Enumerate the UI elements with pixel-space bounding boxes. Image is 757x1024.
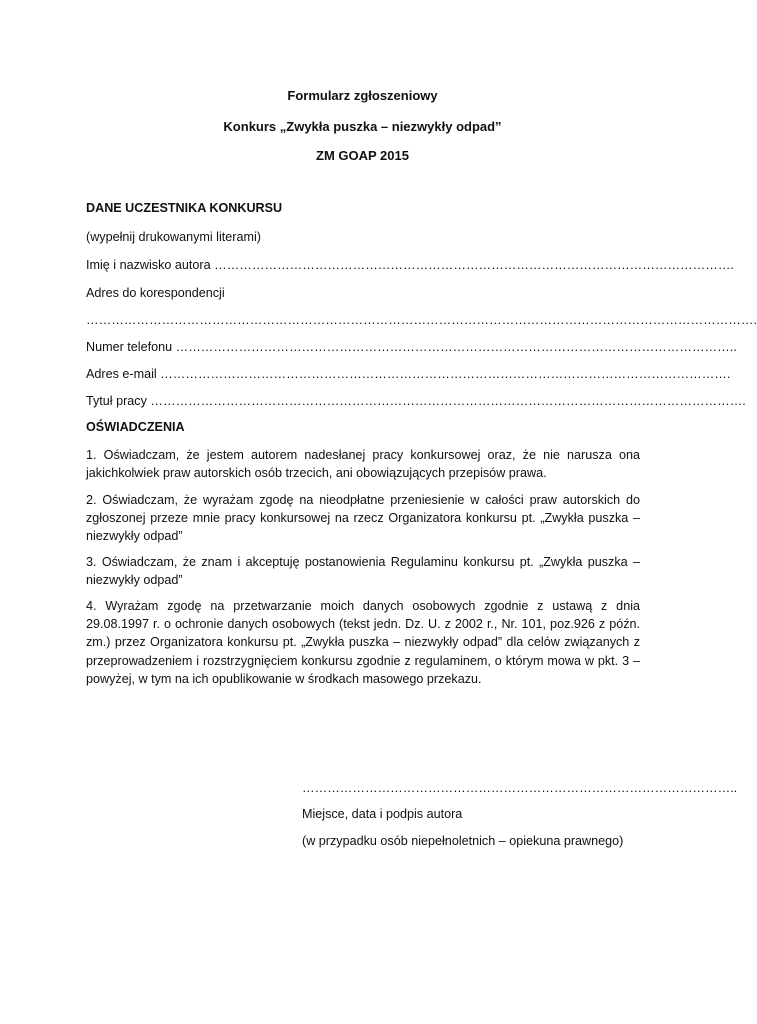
form-title: Formularz zgłoszeniowy [287, 88, 438, 103]
work-title-field[interactable]: Tytuł pracy ……………………………………………………………………………………………………………………………. [86, 394, 746, 408]
participant-heading: DANE UCZESTNIKA KONKURSU [86, 201, 283, 215]
statement-1: 1. Oświadczam, że jestem autorem nadesłanej pracy konkursowej oraz, że nie narusza ona jakichkolwiek praw autorskich osób trzecich, ani obowiązujących przepisów prawa. [86, 448, 640, 481]
print-instruction: (wypełnij drukowanymi literami) [86, 230, 261, 244]
statement-4: 4. Wyrażam zgodę na przetwarzanie moich danych osobowych zgodnie z ustawą z dnia 29.08.1997 r. o ochronie danych osobowych (tekst jedn. Dz. U. z 2002 r., Nr. 101, poz.926 z późn. zm.) przez Organizatora konkursu pt. „Zwykła puszka – niezwykły odpad” dla celów związanych z przeprowadzeniem i rozstrzygnięciem konkursu zgodnie z regulaminem, o którym mowa w pkt. 3 – powyżej, w tym na ich opublikowanie w środkach masowego przekazu. [86, 599, 640, 686]
address-field[interactable]: ……………………………………………………………………………………………………………………………………………. [86, 313, 757, 327]
signature-label: Miejsce, data i podpis autora [302, 807, 463, 821]
author-name-field[interactable]: Imię i nazwisko autora ……………………………………………………………………………………………………………. [86, 258, 734, 272]
signature-line[interactable]: ………………………………………………………………………………………….. [302, 781, 738, 795]
contest-name: Konkurs „Zwykła puszka – niezwykły odpad” [223, 119, 502, 134]
statement-3: 3. Oświadczam, że znam i akceptuję postanowienia Regulaminu konkursu pt. „Zwykła puszka – niezwykły odpad” [86, 555, 640, 588]
email-field[interactable]: Adres e-mail ………………………………………………………………………………………………………………………. [86, 367, 731, 381]
address-label: Adres do korespondencji [86, 286, 225, 300]
statement-2: 2. Oświadczam, że wyrażam zgodę na nieodpłatne przeniesienie w całości praw autorskich do zgłoszonej przeze mnie pracy konkursowej na rzecz Organizatora konkursu pt. „Zwykła puszka – niezwykły odpad” [86, 493, 640, 544]
phone-field[interactable]: Numer telefonu …………………………………………………………………………………………………………………….. [86, 340, 737, 354]
statements-heading: OŚWIADCZENIA [86, 420, 185, 434]
organizer-year: ZM GOAP 2015 [316, 148, 409, 163]
guardian-note: (w przypadku osób niepełnoletnich – opiekuna prawnego) [302, 834, 624, 848]
